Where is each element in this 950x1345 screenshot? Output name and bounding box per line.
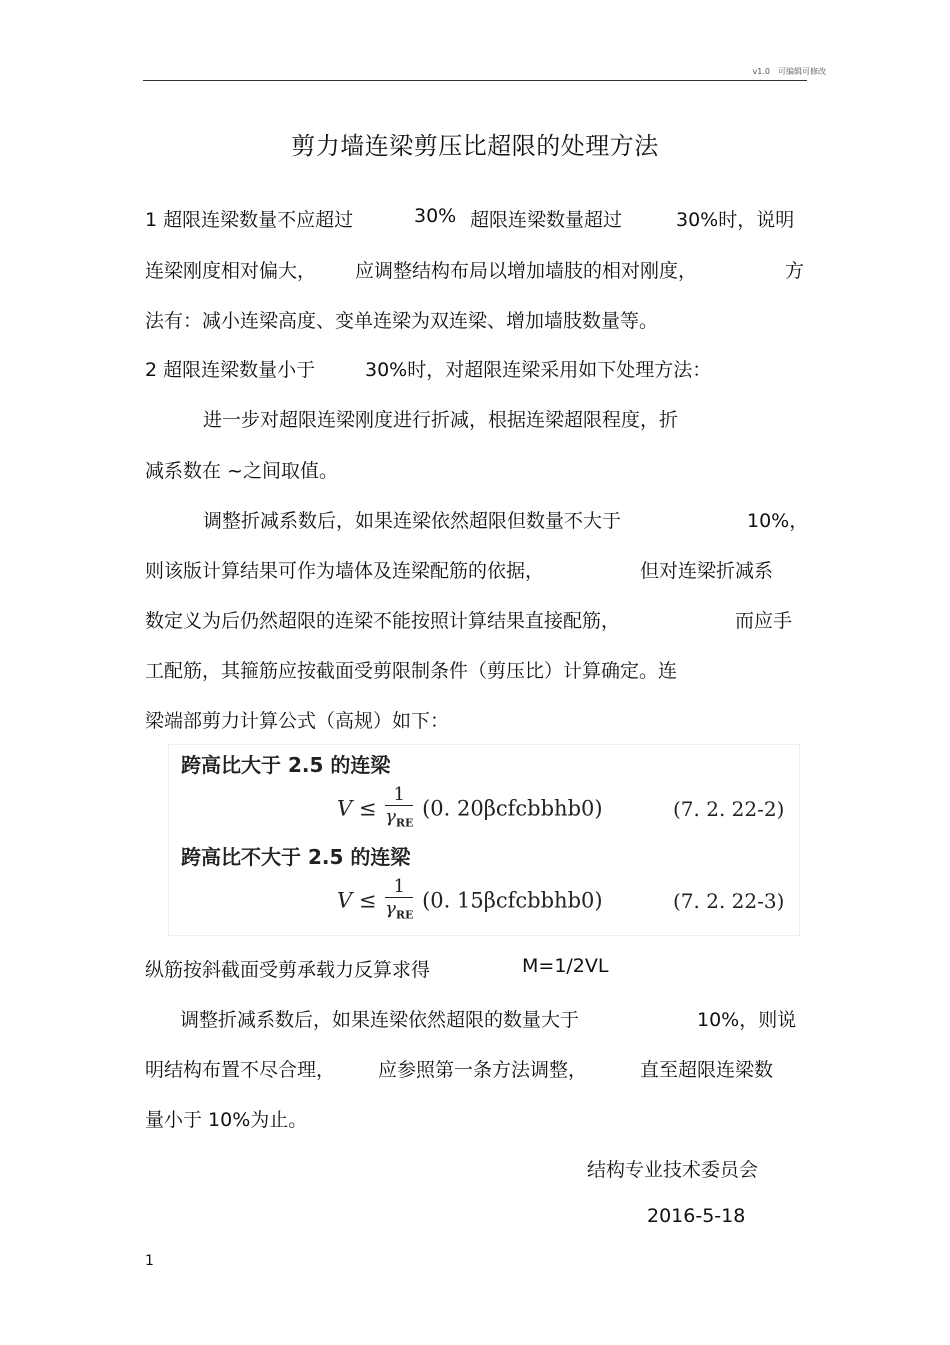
equation-1-rhs: (0. 20βcfcbbhb0): [422, 796, 603, 821]
para1-line1b: 30%: [414, 205, 457, 227]
equation-1-fraction: [385, 785, 413, 835]
formula-heading-2: 跨高比不大于 2.5 的连梁: [181, 845, 411, 869]
formula-heading-1: 跨高比大于 2.5 的连梁: [181, 753, 391, 777]
document-title: 剪力墙连梁剪压比超限的处理方法: [291, 132, 659, 160]
para3-line3b: 而应手: [735, 610, 793, 632]
para2-line3: 减系数在 ~之间取值。: [145, 460, 338, 482]
para1-line1c: 超限连梁数量超过: [470, 209, 623, 231]
para1-line1a: 1 超限连梁数量不应超过: [145, 209, 354, 231]
para5-line1a: 调整折减系数后，如果连梁依然超限的数量大于: [180, 1009, 580, 1031]
fraction-denominator: $\gamma_{RE}$: [385, 898, 414, 922]
equation-2-rhs: (0. 15βcfcbbhb0): [422, 888, 603, 913]
equation-2-fraction: [385, 877, 413, 927]
formula-equation-1: [337, 785, 603, 835]
para1-line3: 法有：减小连梁高度、变单连梁为双连梁、增加墙肢数量等。: [145, 310, 659, 332]
para2-line1b: 30%时，对超限连梁采用如下处理方法：: [365, 359, 712, 381]
para4-line1b: M=1/2VL: [522, 955, 609, 977]
para2-line1a: 2 超限连梁数量小于: [145, 359, 316, 381]
equation-2-lhs: V ≤: [337, 888, 377, 913]
para3-line1b: 10%，: [747, 510, 809, 532]
para1-line2c: 方: [785, 260, 805, 282]
formula-number-1: (7. 2. 22-2): [673, 797, 785, 821]
formula-figure: [168, 744, 800, 936]
header-rule: [143, 80, 807, 81]
para5-line2b: 应参照第一条方法调整，: [378, 1059, 588, 1081]
signature-date: 2016-5-18: [647, 1205, 746, 1227]
para4-line1a: 纵筋按斜截面受剪承载力反算求得: [145, 959, 431, 981]
para3-line4: 工配筋，其箍筋应按截面受剪限制条件（剪压比）计算确定。连: [145, 660, 678, 682]
para5-line1b: 10%，则说: [697, 1009, 797, 1031]
para1-line2a: 连梁刚度相对偏大，: [145, 260, 317, 282]
para1-line1d: 30%时，说明: [676, 209, 795, 231]
para1-line2b: 应调整结构布局以增加墙肢的相对刚度，: [355, 260, 698, 282]
equation-1-lhs: V ≤: [337, 796, 377, 821]
para3-line3a: 数定义为后仍然超限的连梁不能按照计算结果直接配筋，: [145, 610, 621, 632]
fraction-numerator: 1: [385, 877, 413, 898]
para5-line2a: 明结构布置不尽合理，: [145, 1059, 336, 1081]
formula-number-2: (7. 2. 22-3): [673, 889, 785, 913]
signature-org: 结构专业技术委员会: [587, 1159, 759, 1181]
fraction-numerator: 1: [385, 785, 413, 806]
page-number: 1: [145, 1253, 154, 1269]
para3-line5: 梁端部剪力计算公式（高规）如下：: [145, 710, 450, 732]
para3-line2a: 则该版计算结果可作为墙体及连梁配筋的依据，: [145, 560, 545, 582]
fraction-denominator: $\gamma_{RE}$: [385, 806, 414, 830]
para3-line2b: 但对连梁折减系: [640, 560, 774, 582]
para3-line1a: 调整折减系数后，如果连梁依然超限但数量不大于: [203, 510, 622, 532]
para5-line2c: 直至超限连梁数: [640, 1059, 774, 1081]
para5-line3: 量小于 10%为止。: [145, 1109, 308, 1131]
formula-equation-2: [337, 877, 603, 927]
version-label: v1.0 可编辑可修改: [752, 67, 826, 76]
para2-line2: 进一步对超限连梁刚度进行折减，根据连梁超限程度，折: [203, 409, 679, 431]
